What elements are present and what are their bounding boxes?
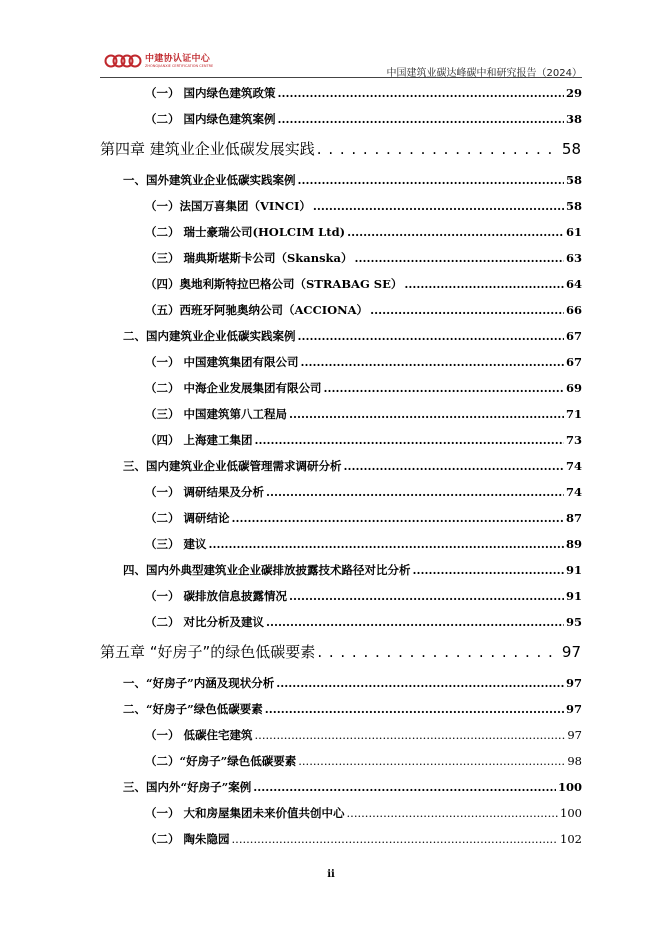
dot-leader bbox=[344, 459, 564, 473]
toc-chapter[interactable] bbox=[100, 138, 581, 159]
toc-entry-page: 58 bbox=[565, 173, 582, 187]
toc-entry-page: 74 bbox=[565, 485, 582, 499]
toc-entry-label: （一） 碳排放信息披露情况 bbox=[145, 589, 288, 603]
toc-chapter-label: 第四章 建筑业企业低碳发展实践 bbox=[100, 140, 315, 158]
toc-entry[interactable] bbox=[145, 85, 582, 101]
dot-leader bbox=[255, 433, 564, 447]
dot-leader bbox=[298, 173, 564, 187]
toc-entry-label: 三、国内外“好房子”案例 bbox=[123, 780, 252, 794]
dot-leader bbox=[413, 563, 564, 577]
dot-leader bbox=[255, 728, 566, 742]
toc-entry-page: 71 bbox=[565, 407, 582, 421]
dot-leader bbox=[298, 754, 565, 768]
toc-entry[interactable] bbox=[145, 484, 582, 500]
toc-entry-page: 87 bbox=[565, 511, 582, 525]
toc-entry-page: 73 bbox=[565, 433, 582, 447]
toc-entry-label: （二）“好房子”绿色低碳要素 bbox=[145, 754, 297, 768]
dot-leader bbox=[209, 537, 564, 551]
dot-leader bbox=[313, 199, 564, 213]
toc-entry-label: （一） 低碳住宅建筑 bbox=[145, 728, 253, 742]
toc-entry-page: 69 bbox=[565, 381, 582, 395]
toc-entry-label: （四）奥地利斯特拉巴格公司（STRABAG SE） bbox=[145, 277, 403, 291]
toc-entry[interactable] bbox=[145, 536, 582, 552]
toc-chapter-page: 97 bbox=[561, 643, 581, 661]
dot-leader bbox=[289, 407, 564, 421]
toc-entry[interactable] bbox=[145, 302, 582, 318]
dot-leader bbox=[289, 589, 564, 603]
toc-entry[interactable] bbox=[145, 805, 582, 821]
toc-entry-page: 64 bbox=[565, 277, 582, 291]
toc-entry[interactable] bbox=[123, 172, 582, 188]
dot-leader bbox=[278, 112, 564, 126]
toc-entry-label: （三） 建议 bbox=[145, 537, 207, 551]
toc-entry[interactable] bbox=[145, 250, 582, 266]
toc-entry-label: （二） 调研结论 bbox=[145, 511, 230, 525]
toc-entry-page: 97 bbox=[567, 728, 582, 742]
dot-leader bbox=[404, 277, 564, 291]
toc-entry-page: 74 bbox=[565, 459, 582, 473]
toc-entry[interactable] bbox=[145, 380, 582, 396]
toc-entry-label: （一） 调研结果及分析 bbox=[145, 485, 265, 499]
page-header bbox=[0, 0, 662, 80]
toc-entry[interactable] bbox=[123, 675, 582, 691]
dot-leader bbox=[253, 780, 556, 794]
toc-entry-page: 91 bbox=[565, 589, 582, 603]
dot-leader bbox=[347, 225, 564, 239]
toc-entry[interactable] bbox=[123, 328, 582, 344]
toc-entry-page: 67 bbox=[565, 329, 582, 343]
toc-entry[interactable] bbox=[145, 276, 582, 292]
toc-entry-page: 29 bbox=[565, 86, 582, 100]
toc-entry-label: 一、“好房子”内涵及现状分析 bbox=[123, 676, 275, 690]
dot-leader bbox=[266, 485, 564, 499]
toc-entry[interactable] bbox=[145, 432, 582, 448]
toc-entry-label: （一） 国内绿色建筑政策 bbox=[145, 86, 276, 100]
dot-leader bbox=[370, 303, 564, 317]
logo-text-cn: 中建协认证中心 bbox=[145, 53, 211, 64]
toc-entry-label: （三） 中国建筑第八工程局 bbox=[145, 407, 288, 421]
toc-entry-label: （二） 对比分析及建议 bbox=[145, 615, 265, 629]
page-number: ii bbox=[327, 869, 335, 880]
toc-entry[interactable] bbox=[145, 588, 582, 604]
toc-entry-label: 四、国内外典型建筑业企业碳排放披露技术路径对比分析 bbox=[123, 563, 411, 577]
toc-entry-label: 一、国外建筑业企业低碳实践案例 bbox=[123, 173, 296, 187]
dot-leader bbox=[317, 140, 556, 158]
toc-entry-page: 89 bbox=[565, 537, 582, 551]
toc-chapter-page: 58 bbox=[561, 140, 581, 158]
toc-entry-page: 102 bbox=[560, 832, 582, 846]
toc-entry-page: 100 bbox=[557, 780, 582, 794]
toc-entry-label: （二） 国内绿色建筑案例 bbox=[145, 112, 276, 126]
toc-entry-page: 63 bbox=[565, 251, 582, 265]
toc-entry-page: 98 bbox=[567, 754, 582, 768]
toc-chapter[interactable] bbox=[100, 641, 581, 662]
toc-entry-label: （五）西班牙阿驰奥纳公司（ACCIONA） bbox=[145, 303, 369, 317]
dot-leader bbox=[324, 381, 564, 395]
toc-entry-label: （一）法国万喜集团（VINCI） bbox=[145, 199, 311, 213]
logo-text-en: ZHONGJIANXIE CERTIFICATION CENTRE bbox=[145, 63, 214, 68]
logo-rings-icon bbox=[104, 53, 142, 69]
dot-leader bbox=[232, 511, 564, 525]
toc-entry-page: 61 bbox=[565, 225, 582, 239]
toc-entry[interactable] bbox=[145, 510, 582, 526]
toc-entry-label: （四） 上海建工集团 bbox=[145, 433, 253, 447]
dot-leader bbox=[266, 615, 564, 629]
toc-entry[interactable] bbox=[145, 831, 582, 847]
toc-entry-label: （三） 瑞典斯堪斯卡公司（Skanska） bbox=[145, 251, 353, 265]
toc-entry-label: 二、国内建筑业企业低碳实践案例 bbox=[123, 329, 296, 343]
toc-entry-label: 二、“好房子”绿色低碳要素 bbox=[123, 702, 263, 716]
toc-entry-page: 97 bbox=[565, 702, 582, 716]
toc-entry[interactable] bbox=[145, 224, 582, 240]
header-divider bbox=[100, 77, 582, 78]
toc-entry-label: 三、国内建筑业企业低碳管理需求调研分析 bbox=[123, 459, 342, 473]
dot-leader bbox=[265, 702, 564, 716]
toc-entry-page: 100 bbox=[560, 806, 582, 820]
toc-entry[interactable] bbox=[123, 458, 582, 474]
toc-entry[interactable] bbox=[145, 727, 582, 743]
dot-leader bbox=[298, 329, 564, 343]
toc-entry[interactable] bbox=[145, 354, 582, 370]
toc-entry-label: （二） 陶朱隐园 bbox=[145, 832, 230, 846]
toc-entry-label: （二） 中海企业发展集团有限公司 bbox=[145, 381, 322, 395]
toc-chapter-label: 第五章 “好房子”的绿色低碳要素 bbox=[100, 643, 316, 661]
toc-entry[interactable] bbox=[145, 111, 582, 127]
toc-entry-page: 97 bbox=[565, 676, 582, 690]
dot-leader bbox=[276, 676, 564, 690]
dot-leader bbox=[354, 251, 564, 265]
dot-leader bbox=[317, 643, 556, 661]
logo bbox=[104, 52, 213, 70]
dot-leader bbox=[347, 806, 559, 820]
toc-entry[interactable] bbox=[145, 406, 582, 422]
toc-entry[interactable] bbox=[145, 753, 582, 769]
toc-entry[interactable] bbox=[123, 701, 582, 717]
dot-leader bbox=[278, 86, 564, 100]
toc-entry-page: 95 bbox=[565, 615, 582, 629]
toc-entry-page: 38 bbox=[565, 112, 582, 126]
toc-entry-page: 67 bbox=[565, 355, 582, 369]
toc-entry[interactable] bbox=[145, 198, 582, 214]
toc-entry-page: 91 bbox=[565, 563, 582, 577]
dot-leader bbox=[301, 355, 564, 369]
toc-entry[interactable] bbox=[123, 562, 582, 578]
toc-entry-label: （一） 大和房屋集团未来价值共创中心 bbox=[145, 806, 345, 820]
report-title: 中国建筑业碳达峰碳中和研究报告（2024） bbox=[386, 68, 582, 79]
toc-entry-page: 58 bbox=[565, 199, 582, 213]
dot-leader bbox=[232, 832, 559, 846]
toc-entry-label: （二） 瑞士豪瑞公司(HOLCIM Ltd) bbox=[145, 225, 346, 239]
toc-entry[interactable] bbox=[123, 779, 582, 795]
toc-entry-label: （一） 中国建筑集团有限公司 bbox=[145, 355, 299, 369]
toc-entry[interactable] bbox=[145, 614, 582, 630]
toc-entry-page: 66 bbox=[565, 303, 582, 317]
